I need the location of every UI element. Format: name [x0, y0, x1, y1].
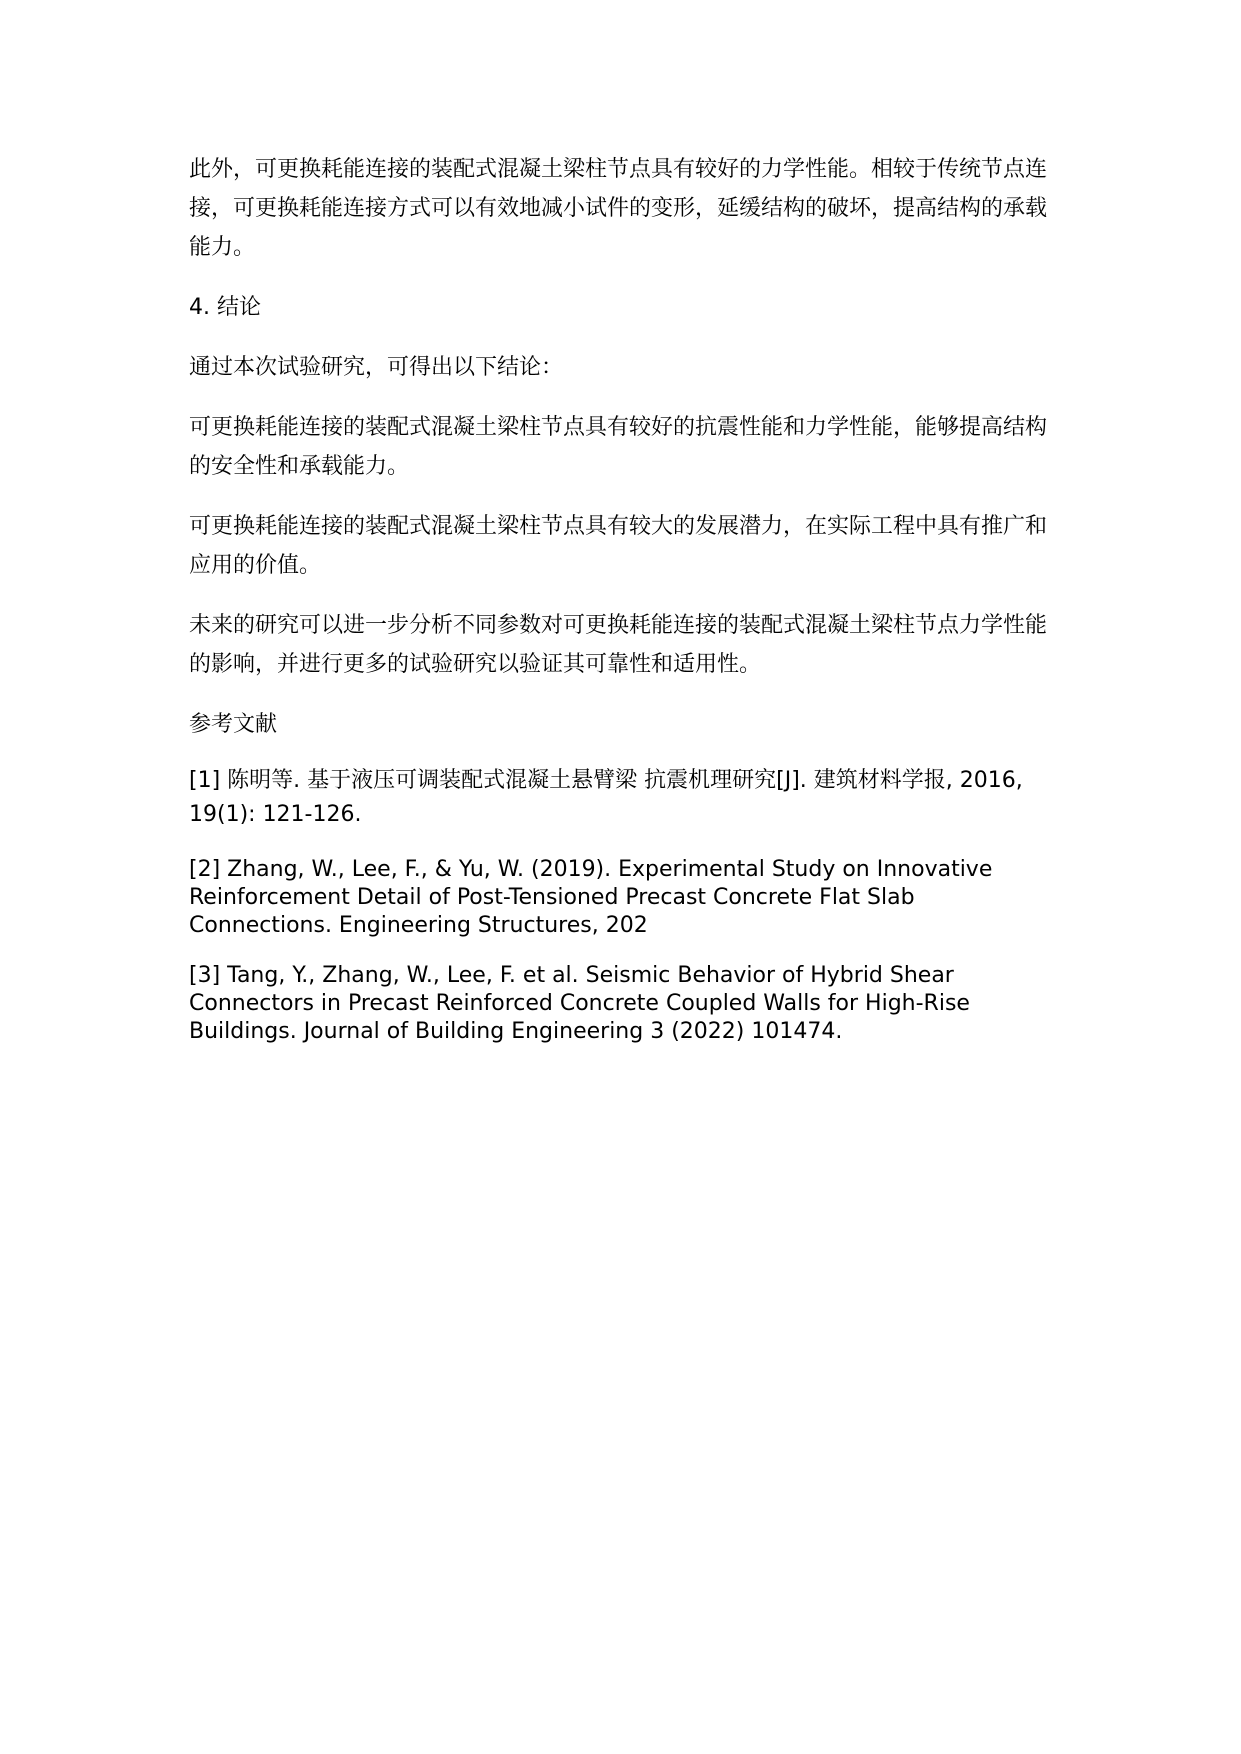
paragraph-conclusion-1: 可更换耗能连接的装配式混凝土梁柱节点具有较好的抗震性能和力学性能，能够提高结构的安全性和承载能力。	[189, 415, 1048, 479]
reference-item: [2] Zhang, W., Lee, F., & Yu, W. (2019). Experimental Study on Innovative Reinforcement Detail of Post-Tensioned Precast Concrete Flat Slab Connections. Engineering Structures, 202	[189, 857, 993, 938]
section-heading-conclusion: 4. 结论	[189, 295, 261, 320]
reference-item: [1] 陈明等. 基于液压可调装配式混凝土悬臂梁 抗震机理研究[J]. 建筑材料学报, 2016, 19(1): 121-126.	[189, 768, 1023, 827]
document-body	[189, 150, 1059, 1068]
paragraph-conclusion-2: 可更换耗能连接的装配式混凝土梁柱节点具有较大的发展潜力，在实际工程中具有推广和应用的价值。	[189, 514, 1048, 578]
reference-item: [3] Tang, Y., Zhang, W., Lee, F. et al. Seismic Behavior of Hybrid Shear Connectors in Precast Reinforced Concrete Coupled Walls for High-Rise Buildings. Journal of Building Engineering 3 (2022) 101474.	[189, 963, 970, 1044]
paragraph-future-research: 未来的研究可以进一步分析不同参数对可更换耗能连接的装配式混凝土梁柱节点力学性能的影响，并进行更多的试验研究以验证其可靠性和适用性。	[189, 613, 1048, 677]
paragraph-mechanical-performance: 此外，可更换耗能连接的装配式混凝土梁柱节点具有较好的力学性能。相较于传统节点连接，可更换耗能连接方式可以有效地减小试件的变形，延缓结构的破坏，提高结构的承载能力。	[189, 157, 1048, 260]
references-heading: 参考文献	[189, 712, 278, 737]
paragraph-conclusion-intro: 通过本次试验研究，可得出以下结论：	[189, 355, 564, 380]
